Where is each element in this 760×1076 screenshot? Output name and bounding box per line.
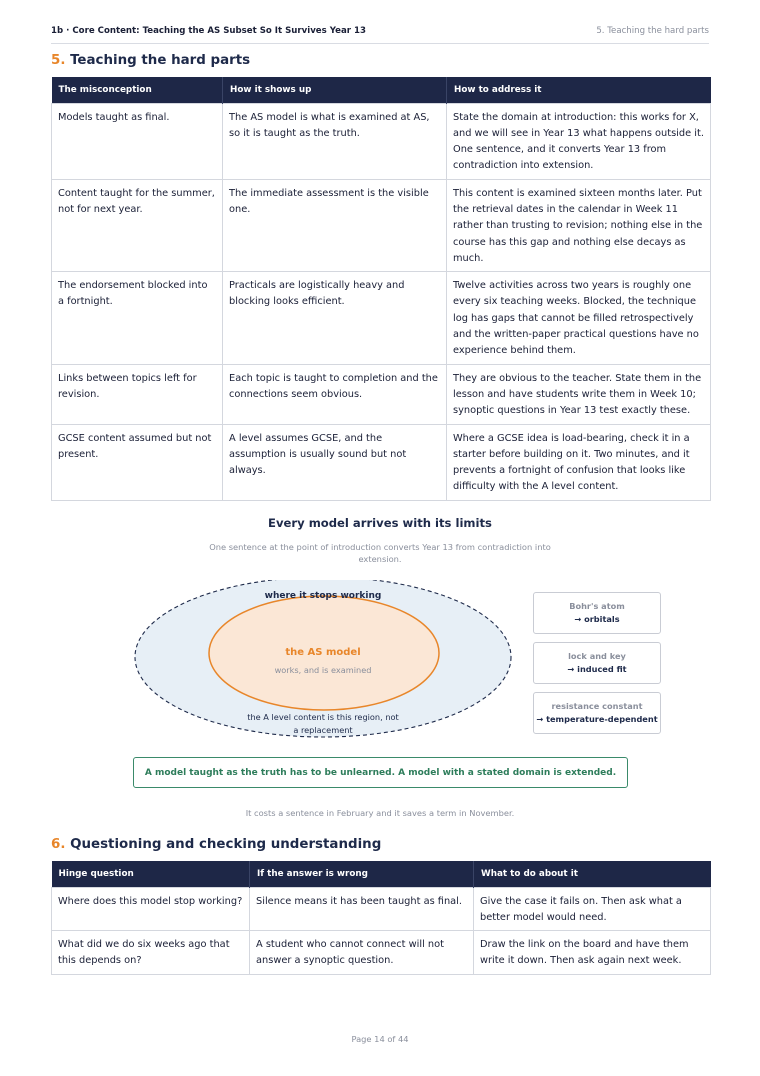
column-header: How it shows up (223, 77, 447, 103)
section-indicator: 5. Teaching the hard parts (596, 25, 709, 36)
table-row (52, 424, 711, 500)
hinge-questions-table (51, 861, 711, 975)
table-header-row (52, 77, 711, 103)
column-header: The misconception (52, 77, 223, 103)
table-cell: Draw the link on the board and have them write it down. Then ask again next week. (474, 931, 711, 975)
table-cell: They are obvious to the teacher. State them in the lesson and have students write them in Week 10; synoptic questions in Year 13 test exactly these. (447, 364, 711, 424)
callout-box: A model taught as the truth has to be unlearned. A model with a stated domain is extended. (133, 757, 628, 788)
table-cell: The AS model is what is examined at AS, so it is taught as the truth. (223, 103, 447, 179)
table-row (52, 931, 711, 975)
table-cell: Models taught as final. (52, 103, 223, 179)
table-cell: Where a GCSE idea is load-bearing, check it in a starter before building on it. Two minutes, and it prevents a fortnight of confusion that looks like difficulty with the A level content. (447, 424, 711, 500)
table-row (52, 272, 711, 364)
example-name: Bohr's atom (569, 601, 625, 611)
table-cell: Where does this model stop working? (52, 887, 250, 931)
table-cell: The endorsement blocked into a fortnight. (52, 272, 223, 364)
table-cell: The immediate assessment is the visible one. (223, 179, 447, 271)
table-header-row (52, 861, 711, 887)
diagram-caption: It costs a sentence in February and it saves a term in November. (245, 808, 515, 818)
table-row (52, 103, 711, 179)
table-cell: Links between topics left for revision. (52, 364, 223, 424)
column-header: If the answer is wrong (250, 861, 474, 887)
inner-sub-label: works, and is examined (274, 665, 372, 675)
section-5-title: Teaching the hard parts (70, 53, 251, 68)
section-6-number: 6. (51, 837, 66, 852)
table-cell: A level assumes GCSE, and the assumption is usually sound but not always. (223, 424, 447, 500)
section-6-heading (51, 837, 381, 852)
section-5-heading (51, 53, 250, 68)
table-cell: Content taught for the summer, not for next year. (52, 179, 223, 271)
section-6-title: Questioning and checking understanding (70, 837, 382, 852)
diagram-subtitle: One sentence at the point of introduction converts Year 13 from contradiction into extension. (209, 542, 551, 564)
column-header: Hinge question (52, 861, 250, 887)
outer-bottom-label-1: the A level content is this region, not (247, 712, 399, 722)
page-number: Page 14 of 44 (351, 1034, 409, 1044)
table-cell: State the domain at introduction: this works for X, and we will see in Year 13 what happens outside it. One sentence, and it converts Year 13 from contradiction into extension. (447, 103, 711, 179)
table-cell: Practicals are logistically heavy and blocking looks efficient. (223, 272, 447, 364)
diagram-title: Every model arrives with its limits (268, 516, 492, 530)
example-box (533, 592, 661, 634)
example-next: → induced fit (567, 664, 627, 674)
table-cell: Silence means it has been taught as final. (250, 887, 474, 931)
table-cell: Give the case it fails on. Then ask what a better model would need. (474, 887, 711, 931)
column-header: What to do about it (474, 861, 711, 887)
document-title: 1b · Core Content: Teaching the AS Subset So It Survives Year 13 (51, 25, 366, 36)
table-cell: Each topic is taught to completion and the connections seem obvious. (223, 364, 447, 424)
table-row (52, 887, 711, 931)
table-cell: A student who cannot connect will not answer a synoptic question. (250, 931, 474, 975)
table-row (52, 179, 711, 271)
table-cell: GCSE content assumed but not present. (52, 424, 223, 500)
table-cell: Twelve activities across two years is roughly one every six teaching weeks. Blocked, the technique log has gaps that cannot be filled retrospectively and the written-paper practical questions have no experience behind them. (447, 272, 711, 364)
outer-top-label: where it stops working (264, 591, 382, 601)
example-name: resistance constant (551, 701, 643, 711)
outer-bottom-label-2: a replacement (293, 725, 353, 735)
table-row (52, 364, 711, 424)
example-box (533, 642, 661, 684)
example-box (533, 692, 661, 734)
column-header: How to address it (447, 77, 711, 103)
example-name: lock and key (568, 651, 626, 661)
table-cell: What did we do six weeks ago that this depends on? (52, 931, 250, 975)
section-5-number: 5. (51, 53, 66, 68)
running-header (51, 26, 709, 44)
misconceptions-table (51, 77, 711, 501)
example-next: → orbitals (574, 614, 620, 624)
example-next: → temperature-dependent (536, 714, 658, 724)
table-cell: This content is examined sixteen months later. Put the retrieval dates in the calendar in Week 11 rather than trusting to revision; nothing else in the course has this gap and nothing else decays as much. (447, 179, 711, 271)
inner-title-label: the AS model (285, 647, 361, 658)
